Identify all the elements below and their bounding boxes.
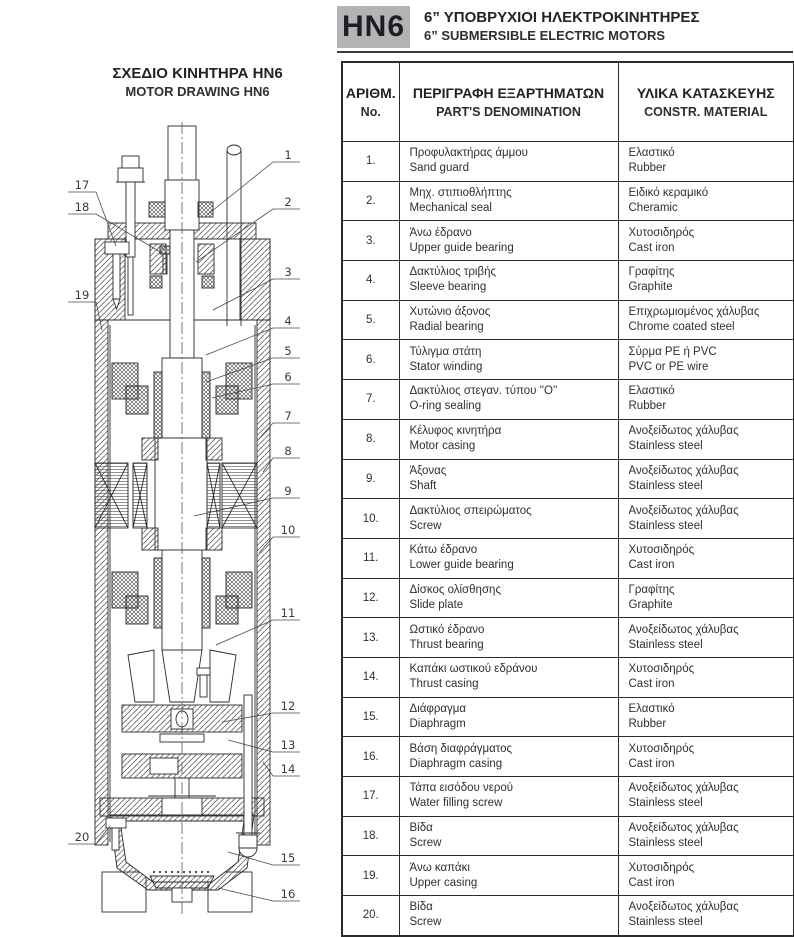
callout-number: 10 bbox=[280, 523, 296, 537]
part-number: 7. bbox=[342, 380, 399, 420]
part-english: Water filling screw bbox=[409, 797, 503, 810]
part-english: Diaphragm bbox=[409, 717, 466, 730]
material-english: Graphite bbox=[628, 281, 673, 294]
material-greek: Χυτοσιδηρός bbox=[628, 226, 695, 239]
column-header-number bbox=[342, 62, 399, 142]
table-row bbox=[342, 657, 794, 697]
part-greek: Καπάκι ωστικού εδράνου bbox=[409, 663, 538, 676]
part-denomination bbox=[399, 380, 618, 420]
part-material bbox=[618, 777, 794, 817]
part-number: 1. bbox=[342, 142, 399, 182]
material-greek: Ανοξείδωτος χάλυβας bbox=[628, 464, 739, 477]
table-row bbox=[342, 419, 794, 459]
table-header-row bbox=[342, 62, 794, 142]
drawing-title bbox=[55, 64, 340, 100]
part-material bbox=[618, 737, 794, 777]
material-english: Cast iron bbox=[628, 678, 675, 691]
part-number: 5. bbox=[342, 300, 399, 340]
material-english: Cast iron bbox=[628, 241, 675, 254]
part-denomination bbox=[399, 142, 618, 182]
table-row bbox=[342, 181, 794, 221]
table-row bbox=[342, 142, 794, 182]
part-material bbox=[618, 142, 794, 182]
part-number: 17. bbox=[342, 777, 399, 817]
part-greek: Τύλιγμα στάτη bbox=[409, 345, 482, 358]
part-greek: Προφυλακτήρας άμμου bbox=[409, 147, 528, 160]
part-english: Upper guide bearing bbox=[409, 241, 514, 254]
callout-number: 17 bbox=[74, 178, 90, 192]
part-denomination bbox=[399, 816, 618, 856]
header-divider bbox=[337, 51, 793, 53]
part-number: 16. bbox=[342, 737, 399, 777]
part-material bbox=[618, 697, 794, 737]
part-greek: Άνω έδρανο bbox=[409, 226, 472, 239]
part-number: 13. bbox=[342, 618, 399, 658]
part-denomination bbox=[399, 856, 618, 896]
part-greek: Δακτύλιος στεγαν. τύπου ''Ο'' bbox=[409, 385, 558, 398]
table-row bbox=[342, 896, 794, 936]
material-english: Stainless steel bbox=[628, 797, 703, 810]
part-material bbox=[618, 459, 794, 499]
material-greek: Ανοξείδωτος χάλυβας bbox=[628, 425, 739, 438]
material-greek: Ανοξείδωτος χάλυβας bbox=[628, 782, 739, 795]
callout-number: 18 bbox=[74, 200, 90, 214]
part-greek: Κάτω έδρανο bbox=[409, 544, 478, 557]
part-english: Screw bbox=[409, 837, 442, 850]
material-english: Cheramic bbox=[628, 202, 678, 215]
callout-number: 12 bbox=[280, 699, 296, 713]
part-material bbox=[618, 221, 794, 261]
part-denomination bbox=[399, 657, 618, 697]
part-denomination bbox=[399, 777, 618, 817]
material-greek: Ανοξείδωτος χάλυβας bbox=[628, 822, 739, 835]
part-english: Upper casing bbox=[409, 876, 478, 889]
part-number: 4. bbox=[342, 261, 399, 301]
part-greek: Κέλυφος κινητήρα bbox=[409, 425, 502, 438]
part-number: 18. bbox=[342, 816, 399, 856]
part-denomination bbox=[399, 896, 618, 936]
motor-body bbox=[95, 126, 270, 912]
table-row bbox=[342, 221, 794, 261]
callout-number: 20 bbox=[74, 830, 90, 844]
model-badge: HN6 bbox=[337, 6, 410, 48]
part-greek: Διάφραγμα bbox=[409, 702, 467, 715]
part-greek: Βίδα bbox=[409, 822, 433, 835]
table-row bbox=[342, 737, 794, 777]
part-material bbox=[618, 896, 794, 936]
column-header-part bbox=[399, 62, 618, 142]
callout-number: 5 bbox=[284, 344, 292, 358]
part-english: Sand guard bbox=[409, 162, 469, 175]
part-greek: Μηχ. στιπιοθλήπτης bbox=[409, 187, 512, 200]
part-number: 11. bbox=[342, 538, 399, 578]
part-english: Lower guide bearing bbox=[409, 559, 514, 572]
material-greek: Χυτοσιδηρός bbox=[628, 663, 695, 676]
column-header-part-greek: ΠΕΡΙΓΡΑΦΗ ΕΞΑΡΤΗΜΑΤΩΝ bbox=[412, 84, 605, 101]
part-greek: Δίσκος ολίσθησης bbox=[409, 583, 501, 596]
part-denomination bbox=[399, 181, 618, 221]
table-row bbox=[342, 538, 794, 578]
material-english: Graphite bbox=[628, 598, 673, 611]
table-row bbox=[342, 380, 794, 420]
material-greek: Χυτοσιδηρός bbox=[628, 861, 695, 874]
material-english: Stainless steel bbox=[628, 440, 703, 453]
material-greek: Ελαστικό bbox=[628, 147, 675, 160]
material-greek: Γραφίτης bbox=[628, 266, 675, 279]
material-english: Stainless steel bbox=[628, 519, 703, 532]
callout-number: 6 bbox=[284, 370, 292, 384]
callout-number: 15 bbox=[280, 851, 296, 865]
material-english: Chrome coated steel bbox=[628, 321, 735, 334]
part-number: 20. bbox=[342, 896, 399, 936]
part-greek: Άνω καπάκι bbox=[409, 861, 470, 874]
part-number: 8. bbox=[342, 419, 399, 459]
material-english: Stainless steel bbox=[628, 916, 703, 929]
part-greek: Άξονας bbox=[409, 464, 447, 477]
part-denomination bbox=[399, 578, 618, 618]
parts-table bbox=[341, 61, 794, 937]
callout-number: 11 bbox=[280, 606, 296, 620]
material-english: Rubber bbox=[628, 400, 667, 413]
part-english: Motor casing bbox=[409, 440, 476, 453]
material-greek: Χυτοσιδηρός bbox=[628, 742, 695, 755]
part-greek: Βίδα bbox=[409, 901, 433, 914]
part-number: 2. bbox=[342, 181, 399, 221]
material-greek: Ανοξείδωτος χάλυβας bbox=[628, 901, 739, 914]
part-greek: Τάπα εισόδου νερού bbox=[409, 782, 514, 795]
part-material bbox=[618, 816, 794, 856]
table-row bbox=[342, 618, 794, 658]
part-number: 15. bbox=[342, 697, 399, 737]
callout-number: 3 bbox=[284, 265, 292, 279]
material-english: PVC or PE wire bbox=[628, 360, 709, 373]
part-denomination bbox=[399, 340, 618, 380]
part-material bbox=[618, 657, 794, 697]
material-english: Stainless steel bbox=[628, 837, 703, 850]
motor-drawing-svg bbox=[50, 120, 340, 920]
callout-number: 14 bbox=[280, 762, 296, 776]
part-number: 9. bbox=[342, 459, 399, 499]
table-row bbox=[342, 777, 794, 817]
material-greek: Ανοξείδωτος χάλυβας bbox=[628, 623, 739, 636]
callout-number: 4 bbox=[284, 314, 292, 328]
part-denomination bbox=[399, 618, 618, 658]
part-number: 19. bbox=[342, 856, 399, 896]
callout-number: 1 bbox=[284, 148, 292, 162]
part-material bbox=[618, 499, 794, 539]
drawing-title-english: MOTOR DRAWING HN6 bbox=[125, 83, 270, 99]
table-row bbox=[342, 578, 794, 618]
table-row bbox=[342, 261, 794, 301]
part-english: Slide plate bbox=[409, 598, 464, 611]
callout-number: 13 bbox=[280, 738, 296, 752]
material-greek: Ελαστικό bbox=[628, 385, 675, 398]
part-material bbox=[618, 181, 794, 221]
part-english: Shaft bbox=[409, 479, 437, 492]
part-greek: Ωστικό έδρανο bbox=[409, 623, 485, 636]
table-row bbox=[342, 856, 794, 896]
table-row bbox=[342, 459, 794, 499]
table-row bbox=[342, 816, 794, 856]
material-english: Cast iron bbox=[628, 876, 675, 889]
part-denomination bbox=[399, 419, 618, 459]
drawing-title-greek: ΣΧΕΔΙΟ ΚΙΝΗΤΗΡΑ ΗΝ6 bbox=[112, 65, 283, 82]
part-english: O-ring sealing bbox=[409, 400, 482, 413]
part-material bbox=[618, 578, 794, 618]
material-greek: Ανοξείδωτος χάλυβας bbox=[628, 504, 739, 517]
table-row bbox=[342, 499, 794, 539]
part-material bbox=[618, 300, 794, 340]
material-greek: Ελαστικό bbox=[628, 702, 675, 715]
callout-number: 16 bbox=[280, 887, 296, 901]
table-row bbox=[342, 340, 794, 380]
part-english: Radial bearing bbox=[409, 321, 484, 334]
part-english: Diaphragm casing bbox=[409, 757, 503, 770]
part-number: 12. bbox=[342, 578, 399, 618]
material-greek: Σύρμα PE ή PVC bbox=[628, 345, 717, 358]
part-denomination bbox=[399, 300, 618, 340]
part-denomination bbox=[399, 499, 618, 539]
part-english: Screw bbox=[409, 519, 442, 532]
part-denomination bbox=[399, 697, 618, 737]
part-number: 10. bbox=[342, 499, 399, 539]
callout-number: 2 bbox=[284, 195, 292, 209]
page-header bbox=[424, 9, 699, 44]
motor-cross-section-drawing bbox=[50, 120, 340, 920]
material-english: Rubber bbox=[628, 162, 667, 175]
part-material bbox=[618, 419, 794, 459]
part-english: Screw bbox=[409, 916, 442, 929]
part-greek: Δακτύλιος σπειρώματος bbox=[409, 504, 532, 517]
part-material bbox=[618, 261, 794, 301]
material-greek: Ειδικό κεραμικό bbox=[628, 187, 709, 200]
part-material bbox=[618, 538, 794, 578]
part-english: Stator winding bbox=[409, 360, 483, 373]
material-english: Cast iron bbox=[628, 757, 675, 770]
part-material bbox=[618, 340, 794, 380]
part-english: Mechanical seal bbox=[409, 202, 492, 215]
column-header-part-english: PART'S DENOMINATION bbox=[436, 105, 581, 120]
material-english: Cast iron bbox=[628, 559, 675, 572]
part-greek: Δακτύλιος τριβής bbox=[409, 266, 497, 279]
callout-number: 19 bbox=[74, 288, 90, 302]
column-header-material-greek: ΥΛΙΚΑ ΚΑΤΑΣΚΕΥΗΣ bbox=[636, 84, 775, 101]
table-row bbox=[342, 300, 794, 340]
part-number: 14. bbox=[342, 657, 399, 697]
part-number: 6. bbox=[342, 340, 399, 380]
page-title-greek: 6” ΥΠΟΒΡΥΧΙΟΙ ΗΛΕΚΤΡΟΚΙΝΗΤΗΡΕΣ bbox=[424, 9, 700, 26]
part-denomination bbox=[399, 261, 618, 301]
part-denomination bbox=[399, 538, 618, 578]
column-header-material-english: CONSTR. MATERIAL bbox=[644, 105, 768, 120]
column-header-material bbox=[618, 62, 794, 142]
material-english: Stainless steel bbox=[628, 638, 703, 651]
column-header-number-greek: ΑΡΙΘΜ. bbox=[345, 84, 396, 101]
callout-number: 8 bbox=[284, 444, 292, 458]
part-greek: Βάση διαφράγματος bbox=[409, 742, 513, 755]
part-english: Thrust casing bbox=[409, 678, 479, 691]
callout-number: 7 bbox=[284, 409, 292, 423]
part-english: Sleeve bearing bbox=[409, 281, 487, 294]
part-english: Thrust bearing bbox=[409, 638, 484, 651]
material-greek: Γραφίτης bbox=[628, 583, 675, 596]
part-denomination bbox=[399, 459, 618, 499]
callout-number: 9 bbox=[284, 484, 292, 498]
material-english: Stainless steel bbox=[628, 479, 703, 492]
table-row bbox=[342, 697, 794, 737]
part-denomination bbox=[399, 737, 618, 777]
part-material bbox=[618, 856, 794, 896]
material-english: Rubber bbox=[628, 717, 667, 730]
material-greek: Επιχρωμιομένος χάλυβας bbox=[628, 306, 760, 319]
page-title-english: 6” SUBMERSIBLE ELECTRIC MOTORS bbox=[424, 27, 666, 43]
part-denomination bbox=[399, 221, 618, 261]
part-number: 3. bbox=[342, 221, 399, 261]
part-material bbox=[618, 380, 794, 420]
part-greek: Χυτώνιο άξονος bbox=[409, 306, 491, 319]
part-material bbox=[618, 618, 794, 658]
column-header-number-english: No. bbox=[360, 105, 381, 120]
material-greek: Χυτοσιδηρός bbox=[628, 544, 695, 557]
